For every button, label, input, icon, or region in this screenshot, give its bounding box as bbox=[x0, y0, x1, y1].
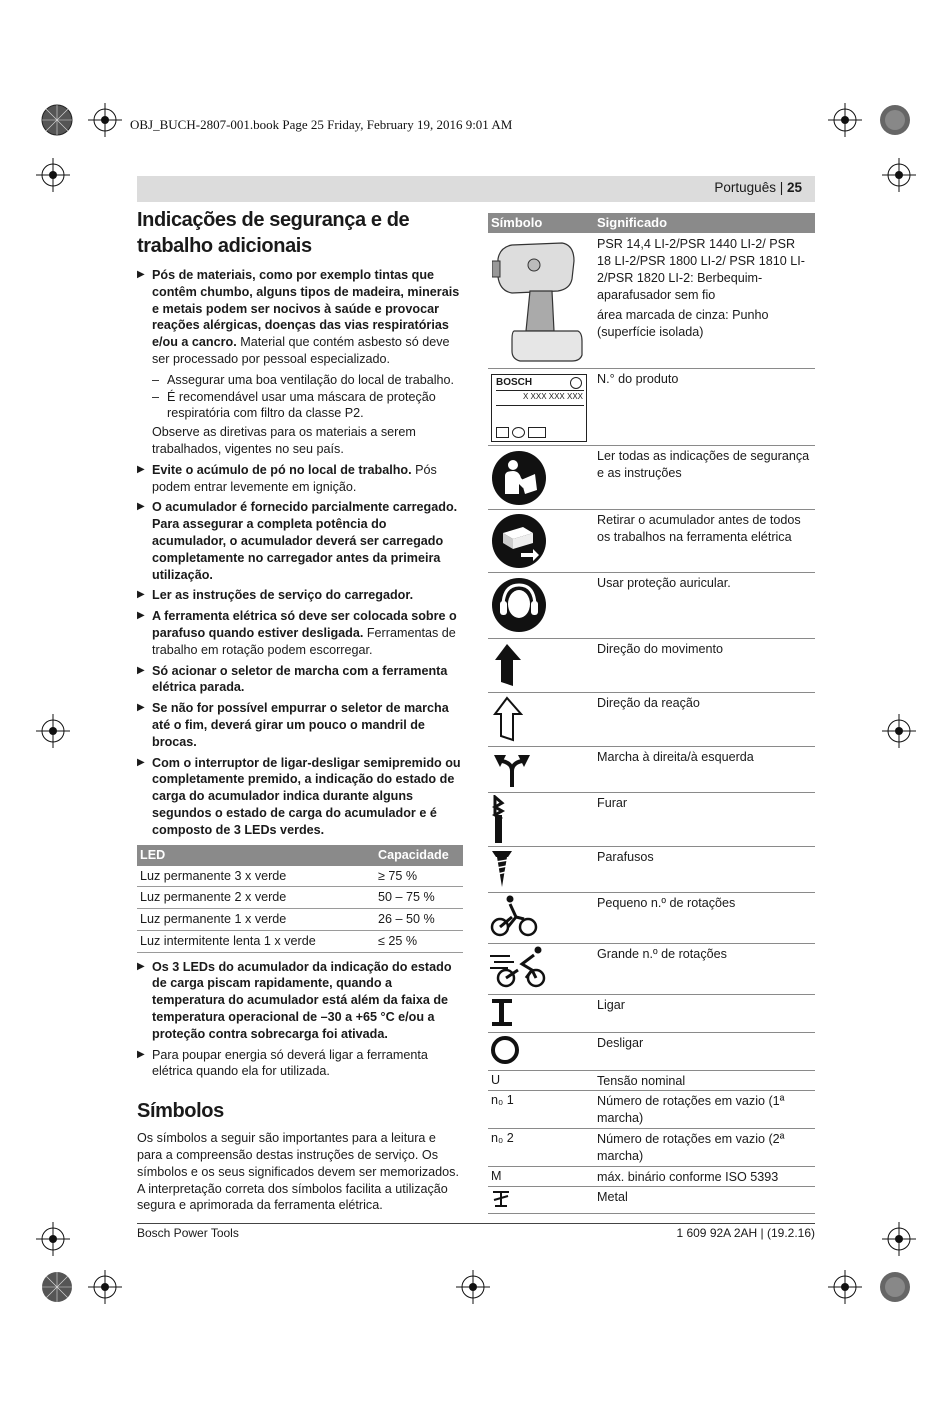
table-row bbox=[488, 1128, 815, 1167]
crosshair-icon bbox=[882, 158, 916, 192]
bullet-bold-text: Com o interruptor de ligar-desligar semipremido ou completamente premido, a indicação do estado de carga do acumulador indica durante alguns segundos o estado de carga do acumulador e é composto de 3 LEDs verdes. bbox=[152, 755, 461, 837]
bullet-icon: ▶ bbox=[137, 463, 145, 475]
registration-mark-icon bbox=[40, 103, 74, 137]
bullet-icon: ▶ bbox=[137, 610, 145, 622]
meaning-text: Direção do movimento bbox=[597, 642, 723, 656]
crosshair-icon bbox=[456, 1270, 490, 1304]
page-header-band bbox=[137, 176, 815, 202]
bullet-text: Para poupar energia só deverá ligar a ferramenta elétrica quando ela for utilizada. bbox=[152, 1047, 428, 1079]
bullet-bold-text: Ler as instruções de serviço do carregador. bbox=[152, 588, 414, 603]
table-row bbox=[488, 1090, 815, 1129]
safety-bullet bbox=[137, 1047, 463, 1081]
table-cell: Luz permanente 1 x verde bbox=[137, 909, 375, 931]
table-cell: ≥ 75 % bbox=[375, 866, 463, 887]
meaning-text: Número de rotações em vazio (1ª marcha) bbox=[597, 1094, 785, 1125]
label-rect-icon bbox=[528, 427, 546, 438]
safety-bullet bbox=[137, 608, 463, 658]
dash-item: – Assegurar uma boa ventilação do local de trabalho. bbox=[152, 372, 455, 387]
table-row bbox=[488, 846, 815, 893]
label-square-icon bbox=[496, 427, 509, 438]
screw-icon bbox=[490, 849, 514, 889]
table-row bbox=[488, 509, 815, 573]
safety-bullet bbox=[137, 267, 463, 368]
meaning-text: N.° do produto bbox=[597, 372, 679, 386]
safety-bullet bbox=[137, 499, 463, 583]
bullet-icon: ▶ bbox=[137, 269, 145, 280]
meaning-text: Parafusos bbox=[597, 850, 654, 864]
table-row bbox=[488, 368, 815, 446]
table-row bbox=[488, 994, 815, 1033]
bullet-bold-text: Os 3 LEDs do acumulador da indicação do estado de carga piscam rapidamente, quando a temperatura do acumulador está além da faixa de temperatura operacional de –30 a +65 °C e/ou a proteção contra sobrecarga foi ativada. bbox=[152, 959, 452, 1041]
table-row bbox=[137, 866, 463, 887]
product-label-icon bbox=[491, 374, 587, 442]
left-column bbox=[137, 207, 463, 1214]
bullet-note: Observe as diretivas para os materiais a serem trabalhados, vigentes no seu país. bbox=[152, 425, 416, 456]
label-brand: BOSCH bbox=[496, 377, 533, 388]
meaning-text: Marcha à direita/à esquerda bbox=[597, 750, 754, 764]
symbol-text: n₀ 1 bbox=[491, 1093, 514, 1107]
table-header-capacity: Capacidade bbox=[375, 845, 463, 866]
led-capacity-table bbox=[137, 845, 463, 953]
table-row bbox=[137, 887, 463, 909]
reaction-direction-arrow-icon bbox=[493, 696, 523, 742]
meaning-text: Metal bbox=[597, 1190, 628, 1204]
table-row bbox=[488, 892, 815, 944]
grip-note: área marcada de cinza: Punho (superfície isolada) bbox=[597, 308, 769, 339]
read-manual-icon bbox=[491, 450, 547, 506]
table-row bbox=[488, 1032, 815, 1071]
table-row bbox=[488, 1186, 815, 1214]
table-row bbox=[488, 638, 815, 693]
footer-divider bbox=[137, 1223, 815, 1224]
meaning-text: Ler todas as indicações de segurança e as instruções bbox=[597, 449, 810, 480]
model-list: PSR 14,4 LI-2/PSR 1440 LI-2/ PSR 18 LI-2/PSR 1800 LI-2/ PSR 1810 LI-2/PSR 1820 LI-2: Berbequim-aparafusador sem fio bbox=[597, 237, 805, 302]
table-cell: 26 – 50 % bbox=[375, 909, 463, 931]
table-cell: 50 – 75 % bbox=[375, 887, 463, 909]
crosshair-icon bbox=[828, 1270, 862, 1304]
page-header: Português | 25 bbox=[714, 180, 802, 195]
bullet-bold-text: O acumulador é fornecido parcialmente carregado. Para assegurar a completa potência do acumulador, o acumulador deverá ser carregado completamente no carregador antes da primeira utilização. bbox=[152, 500, 458, 582]
bullet-icon: ▶ bbox=[137, 664, 145, 676]
label-code: X XXX XXX XXX bbox=[522, 392, 583, 401]
registration-mark-icon bbox=[40, 1270, 74, 1304]
safety-bullet bbox=[137, 700, 463, 750]
symbol-text: U bbox=[491, 1073, 501, 1087]
safety-bullet bbox=[137, 663, 463, 697]
print-slug: OBJ_BUCH-2807-001.book Page 25 Friday, February 19, 2016 9:01 AM bbox=[130, 117, 513, 132]
symbols-intro: Os símbolos a seguir são importantes para a leitura e para a compreensão destas instruções de serviço. Os símbolos e os seus significados devem ser memorizados. A interpretação correta dos símbolos facilita a utilização segura e aprimorada da ferramenta elétrica. bbox=[137, 1131, 459, 1213]
table-row bbox=[488, 445, 815, 510]
footer-brand: Bosch Power Tools bbox=[137, 1226, 239, 1240]
symbols-table bbox=[488, 213, 815, 1204]
safety-bullet bbox=[137, 462, 463, 496]
dash-text: Assegurar uma boa ventilação do local de trabalho. bbox=[167, 372, 455, 387]
page-number: 25 bbox=[786, 180, 802, 195]
ear-protection-icon bbox=[491, 577, 547, 633]
symbol-text: n₀ 2 bbox=[491, 1131, 514, 1145]
table-row bbox=[488, 1070, 815, 1091]
symbol-text: M bbox=[491, 1169, 502, 1183]
bullet-icon: ▶ bbox=[137, 1048, 145, 1060]
header-language: Português bbox=[714, 180, 776, 195]
meaning-text: Desligar bbox=[597, 1036, 644, 1050]
bullet-icon: ▶ bbox=[137, 702, 145, 714]
meaning-text: Ligar bbox=[597, 998, 626, 1012]
bullet-text: Ferramentas de trabalho em rotação podem escorregar. bbox=[152, 625, 456, 657]
table-header-symbol: Símbolo bbox=[491, 215, 543, 230]
meaning-text: Retirar o acumulador antes de todos os trabalhos na ferramenta elétrica bbox=[597, 513, 801, 544]
crosshair-icon bbox=[36, 1222, 70, 1256]
crosshair-icon bbox=[828, 103, 862, 137]
meaning-text: Furar bbox=[597, 796, 628, 810]
table-cell: Luz permanente 3 x verde bbox=[137, 866, 375, 887]
meaning-text bbox=[597, 236, 812, 341]
fast-speed-cyclist-icon bbox=[490, 946, 554, 990]
table-header-led: LED bbox=[137, 845, 375, 866]
table-header-meaning: Significado bbox=[597, 215, 668, 230]
footer-doc-number: 1 609 92A 2AH | (19.2.16) bbox=[676, 1226, 815, 1240]
rotation-direction-fork-icon bbox=[490, 749, 534, 789]
table-row bbox=[488, 572, 815, 639]
table-row bbox=[488, 233, 815, 369]
meaning-text: máx. binário conforme ISO 5393 bbox=[597, 1170, 779, 1184]
table-row bbox=[488, 692, 815, 747]
bullet-icon: ▶ bbox=[137, 501, 145, 513]
symbols-title: Símbolos bbox=[137, 1100, 224, 1123]
safety-bullet bbox=[137, 587, 463, 604]
crosshair-icon bbox=[88, 1270, 122, 1304]
dash-item: – É recomendável usar uma máscara de proteção respiratória com filtro da classe P2. bbox=[152, 389, 436, 421]
power-on-icon bbox=[491, 998, 515, 1028]
bullet-icon: ▶ bbox=[137, 756, 145, 768]
meaning-text: Usar proteção auricular. bbox=[597, 576, 731, 590]
bullet-bold-text: Se não for possível empurrar o seletor de marcha até o fim, deverá girar um pouco o mandril de brocas. bbox=[152, 701, 449, 749]
table-row bbox=[137, 930, 463, 952]
section-title: Indicações de segurança e de trabalho adicionais bbox=[137, 209, 410, 257]
power-off-icon bbox=[490, 1035, 520, 1065]
registration-mark-icon bbox=[878, 1270, 912, 1304]
table-row bbox=[488, 792, 815, 847]
bullet-bold-text: Evite o acúmulo de pó no local de trabalho. bbox=[152, 462, 412, 477]
table-cell: Luz permanente 2 x verde bbox=[137, 887, 375, 909]
table-row bbox=[137, 909, 463, 931]
drill-bit-icon bbox=[491, 795, 507, 843]
bullet-bold-text: Pós de materiais, como por exemplo tintas que contêm chumbo, alguns tipos de madeira, minerais e metais podem ser nocivos à saúde e provocar reações alérgicas, doenças das vias respiratórias e/ou a cancro. bbox=[152, 268, 460, 350]
movement-direction-arrow-icon bbox=[493, 642, 523, 688]
meaning-text: Tensão nominal bbox=[597, 1074, 686, 1088]
bullet-icon: ▶ bbox=[137, 960, 145, 972]
bosch-logo-icon bbox=[570, 377, 582, 389]
meaning-text: Grande n.º de rotações bbox=[597, 947, 727, 961]
crosshair-icon bbox=[36, 158, 70, 192]
table-cell: ≤ 25 % bbox=[375, 930, 463, 952]
bullet-text: Pós podem entrar levemente em ignição. bbox=[152, 462, 437, 494]
meaning-text: Número de rotações em vazio (2ª marcha) bbox=[597, 1132, 785, 1163]
crosshair-icon bbox=[882, 1222, 916, 1256]
table-header-row bbox=[137, 845, 463, 866]
table-cell: Luz intermitente lenta 1 x verde bbox=[137, 930, 375, 952]
metal-material-icon bbox=[491, 1190, 511, 1208]
table-row bbox=[488, 943, 815, 995]
crosshair-icon bbox=[36, 714, 70, 748]
table-row bbox=[488, 746, 815, 793]
crosshair-icon bbox=[88, 103, 122, 137]
table-row bbox=[488, 1166, 815, 1187]
cordless-drill-icon bbox=[492, 239, 587, 367]
bullet-bold-text: A ferramenta elétrica só deve ser colocada sobre o parafuso quando estiver desligada. bbox=[152, 609, 457, 640]
safety-bullet bbox=[137, 959, 463, 1043]
bullet-bold-text: Só acionar o seletor de marcha com a ferramenta elétrica parada. bbox=[152, 663, 448, 695]
table-header-row bbox=[488, 213, 815, 233]
meaning-text: Direção da reação bbox=[597, 696, 700, 710]
dash-text: É recomendável usar uma máscara de proteção respiratória com filtro da classe P2. bbox=[167, 389, 436, 421]
bullet-text: Material que contém asbesto só deve ser processado por pessoal especializado. bbox=[152, 335, 450, 366]
meaning-text: Pequeno n.º de rotações bbox=[597, 896, 736, 910]
label-circle-icon bbox=[512, 427, 525, 438]
registration-mark-icon bbox=[878, 103, 912, 137]
crosshair-icon bbox=[882, 714, 916, 748]
slow-speed-cyclist-icon bbox=[490, 895, 538, 939]
safety-bullet bbox=[137, 755, 463, 839]
remove-battery-icon bbox=[491, 513, 547, 569]
bullet-icon: ▶ bbox=[137, 589, 145, 601]
